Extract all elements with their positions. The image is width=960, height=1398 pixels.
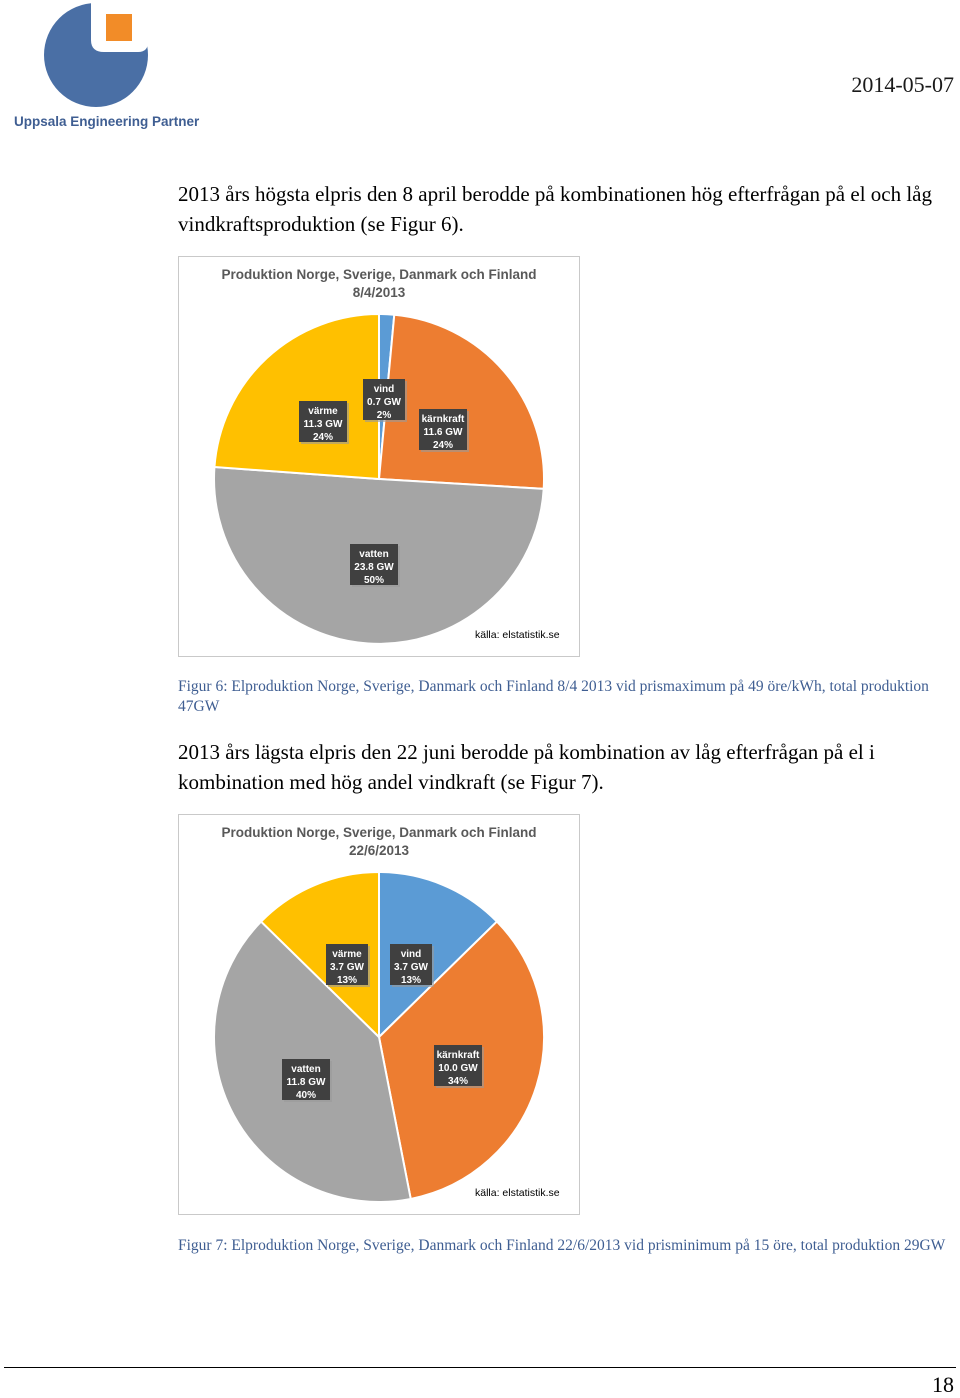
label-name: vind bbox=[400, 949, 422, 960]
label-name: vind bbox=[373, 384, 395, 395]
paragraph-2: 2013 års lägsta elpris den 22 juni berodde på kombination av låg efterfrågan på el i kombination med hög andel vindkraft (se Figur 7). bbox=[178, 740, 875, 794]
label-value: 23.8 GW bbox=[354, 562, 394, 573]
chart-subtitle: 8/4/2013 bbox=[352, 285, 406, 300]
chart-title: Produktion Norge, Sverige, Danmark och Finland bbox=[221, 825, 537, 840]
document-date: 2014-05-07 bbox=[851, 72, 954, 97]
label-percent: 24% bbox=[312, 432, 334, 443]
label-name: kärnkraft bbox=[436, 1050, 480, 1061]
data-label-vind bbox=[390, 944, 434, 987]
label-value: 3.7 GW bbox=[394, 962, 428, 973]
pie-chart-1 bbox=[179, 257, 579, 656]
chart-figure-7 bbox=[178, 814, 580, 1215]
label-percent: 50% bbox=[363, 575, 385, 586]
data-label-värme bbox=[299, 401, 349, 444]
label-percent: 40% bbox=[295, 1090, 317, 1101]
label-percent: 13% bbox=[400, 975, 422, 986]
data-label-vatten bbox=[282, 1059, 332, 1102]
logo-square bbox=[106, 14, 132, 41]
chart-source: källa: elstatistik.se bbox=[475, 629, 560, 641]
pie-chart-2 bbox=[179, 815, 579, 1214]
label-percent: 24% bbox=[432, 440, 454, 451]
label-name: vatten bbox=[291, 1064, 321, 1075]
chart-source: källa: elstatistik.se bbox=[475, 1187, 560, 1199]
page-number: 18 bbox=[932, 1372, 954, 1397]
caption-figure-7: Figur 7: Elproduktion Norge, Sverige, Danmark och Finland 22/6/2013 vid prisminimum på 15 öre, total produktion 29GW bbox=[178, 1237, 946, 1254]
chart-title: Produktion Norge, Sverige, Danmark och Finland bbox=[221, 267, 537, 282]
label-name: värme bbox=[308, 406, 338, 417]
caption-figure-6: Figur 6: Elproduktion Norge, Sverige, Danmark och Finland 8/4 2013 vid prismaximum på 49 öre/kWh, total produktion 47GW bbox=[178, 678, 929, 715]
paragraph-1: 2013 års högsta elpris den 8 april berodde på kombinationen hög efterfrågan på el och låg vindkraftsproduktion (se Figur 6). bbox=[178, 182, 933, 236]
label-percent: 2% bbox=[376, 410, 392, 421]
label-name: värme bbox=[332, 949, 362, 960]
company-logo bbox=[6, 0, 200, 134]
chart-subtitle: 22/6/2013 bbox=[348, 843, 410, 858]
label-value: 3.7 GW bbox=[330, 962, 364, 973]
data-label-värme bbox=[326, 944, 370, 987]
data-label-vind bbox=[363, 379, 407, 422]
label-value: 11.6 GW bbox=[423, 427, 463, 438]
data-label-kärnkraft bbox=[434, 1045, 484, 1088]
pie-slice-värme bbox=[214, 314, 379, 479]
label-percent: 13% bbox=[336, 975, 358, 986]
label-value: 10.0 GW bbox=[438, 1063, 478, 1074]
footer-divider bbox=[4, 1367, 956, 1368]
label-value: 0.7 GW bbox=[367, 397, 401, 408]
chart-figure-6 bbox=[178, 256, 580, 657]
label-name: kärnkraft bbox=[421, 414, 465, 425]
data-label-kärnkraft bbox=[419, 409, 469, 452]
label-value: 11.8 GW bbox=[286, 1077, 326, 1088]
data-label-vatten bbox=[350, 544, 400, 587]
logo-text: Uppsala Engineering Partner bbox=[14, 114, 200, 129]
label-percent: 34% bbox=[447, 1076, 469, 1087]
label-value: 11.3 GW bbox=[303, 419, 343, 430]
label-name: vatten bbox=[359, 549, 389, 560]
